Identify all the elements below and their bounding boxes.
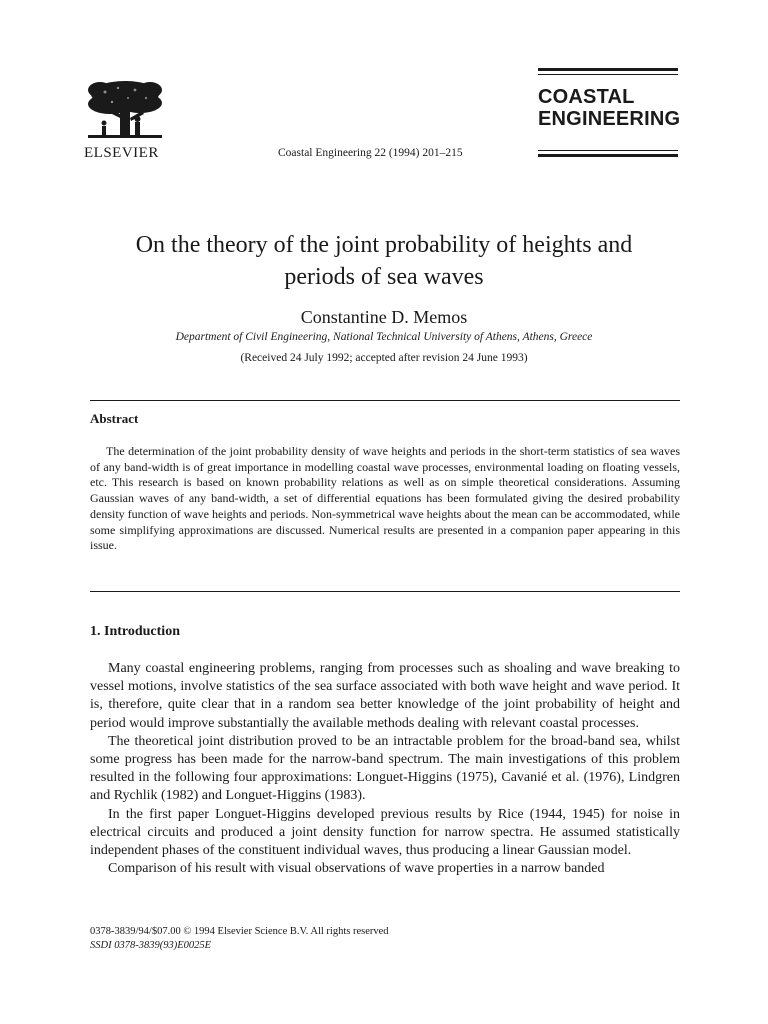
intro-paragraph: Comparison of his result with visual observations of wave properties in a narrow banded [108, 861, 605, 877]
journal-title-line2: ENGINEERING [538, 108, 681, 130]
journal-bottom-rule-thin [538, 150, 678, 151]
introduction-body [90, 660, 680, 878]
article-title-line1: On the theory of the joint probability of heights and [135, 232, 633, 258]
intro-paragraph: Many coastal engineering problems, ranging from processes such as shoaling and wave breaking to vessel motions, involve statistics of the sea surface associated with both wave height and wave period. It is, therefore, quite clear that in a random sea better knowledge of the joint probability of height and period would improve substantially the available methods dealing with relevant coastal processes. [90, 661, 680, 731]
intro-paragraph: In the first paper Longuet-Higgins developed previous results by Rice (1944, 1945) for noise in electrical circuits and produced a joint density function for narrow spectra. He assumed statistically independent phases of the constituent individual waves, thus producing a linear Gaussian model. [90, 806, 680, 859]
abstract-text: The determination of the joint probability density of wave heights and periods in the short-term statistics of sea waves of any band-width is of great importance in modelling coastal wave processes, environmental loading on floating vessels, etc. This research is based on known probability relations as well as on simple theoretical considerations. Assuming Gaussian waves of any band-width, a set of differential equations has been formulated giving the desired probability density function of wave heights and periods. Non-symmetrical wave heights about the mean can be accommodated, while some simplifying approximations are discussed. Numerical results are presented in a companion paper appearing in this issue. [90, 444, 680, 553]
author-name: Constantine D. Memos [300, 307, 468, 327]
received-dates: (Received 24 July 1992; accepted after revision 24 June 1993) [240, 352, 528, 364]
journal-bottom-rule-thick [538, 154, 678, 157]
copyright-line: 0378-3839/94/$07.00 © 1994 Elsevier Science B.V. All rights reserved [90, 926, 389, 937]
section-heading-introduction: 1. Introduction [90, 624, 180, 639]
publisher-name: ELSEVIER [84, 145, 159, 161]
abstract-bottom-rule [90, 591, 680, 592]
article-title-line2: periods of sea waves [284, 264, 484, 290]
abstract-top-rule [90, 400, 680, 401]
journal-top-rule-thin [538, 74, 678, 75]
journal-top-rule-thick [538, 68, 678, 71]
author-affiliation: Department of Civil Engineering, National Technical University of Athens, Athens, Greece [175, 331, 593, 343]
article-title [84, 229, 684, 293]
ssdi-line: SSDI 0378-3839(93)E0025E [90, 940, 212, 951]
journal-title [538, 86, 683, 130]
journal-citation: Coastal Engineering 22 (1994) 201–215 [278, 147, 463, 159]
journal-title-line1: COASTAL [538, 86, 635, 108]
abstract-heading: Abstract [90, 411, 139, 426]
copyright-footer [90, 925, 389, 953]
intro-paragraph: The theoretical joint distribution proved to be an intractable problem for the broad-band sea, whilst some progress has been made for the narrow-band spectrum. The main investigations of this problem resulted in the following four approximations: Longuet-Higgins (1975), Cavanié et al. (1976), Lindgren and Rychlik (1982) and Longuet-Higgins (1983). [90, 733, 680, 804]
elsevier-tree-logo [80, 78, 170, 148]
